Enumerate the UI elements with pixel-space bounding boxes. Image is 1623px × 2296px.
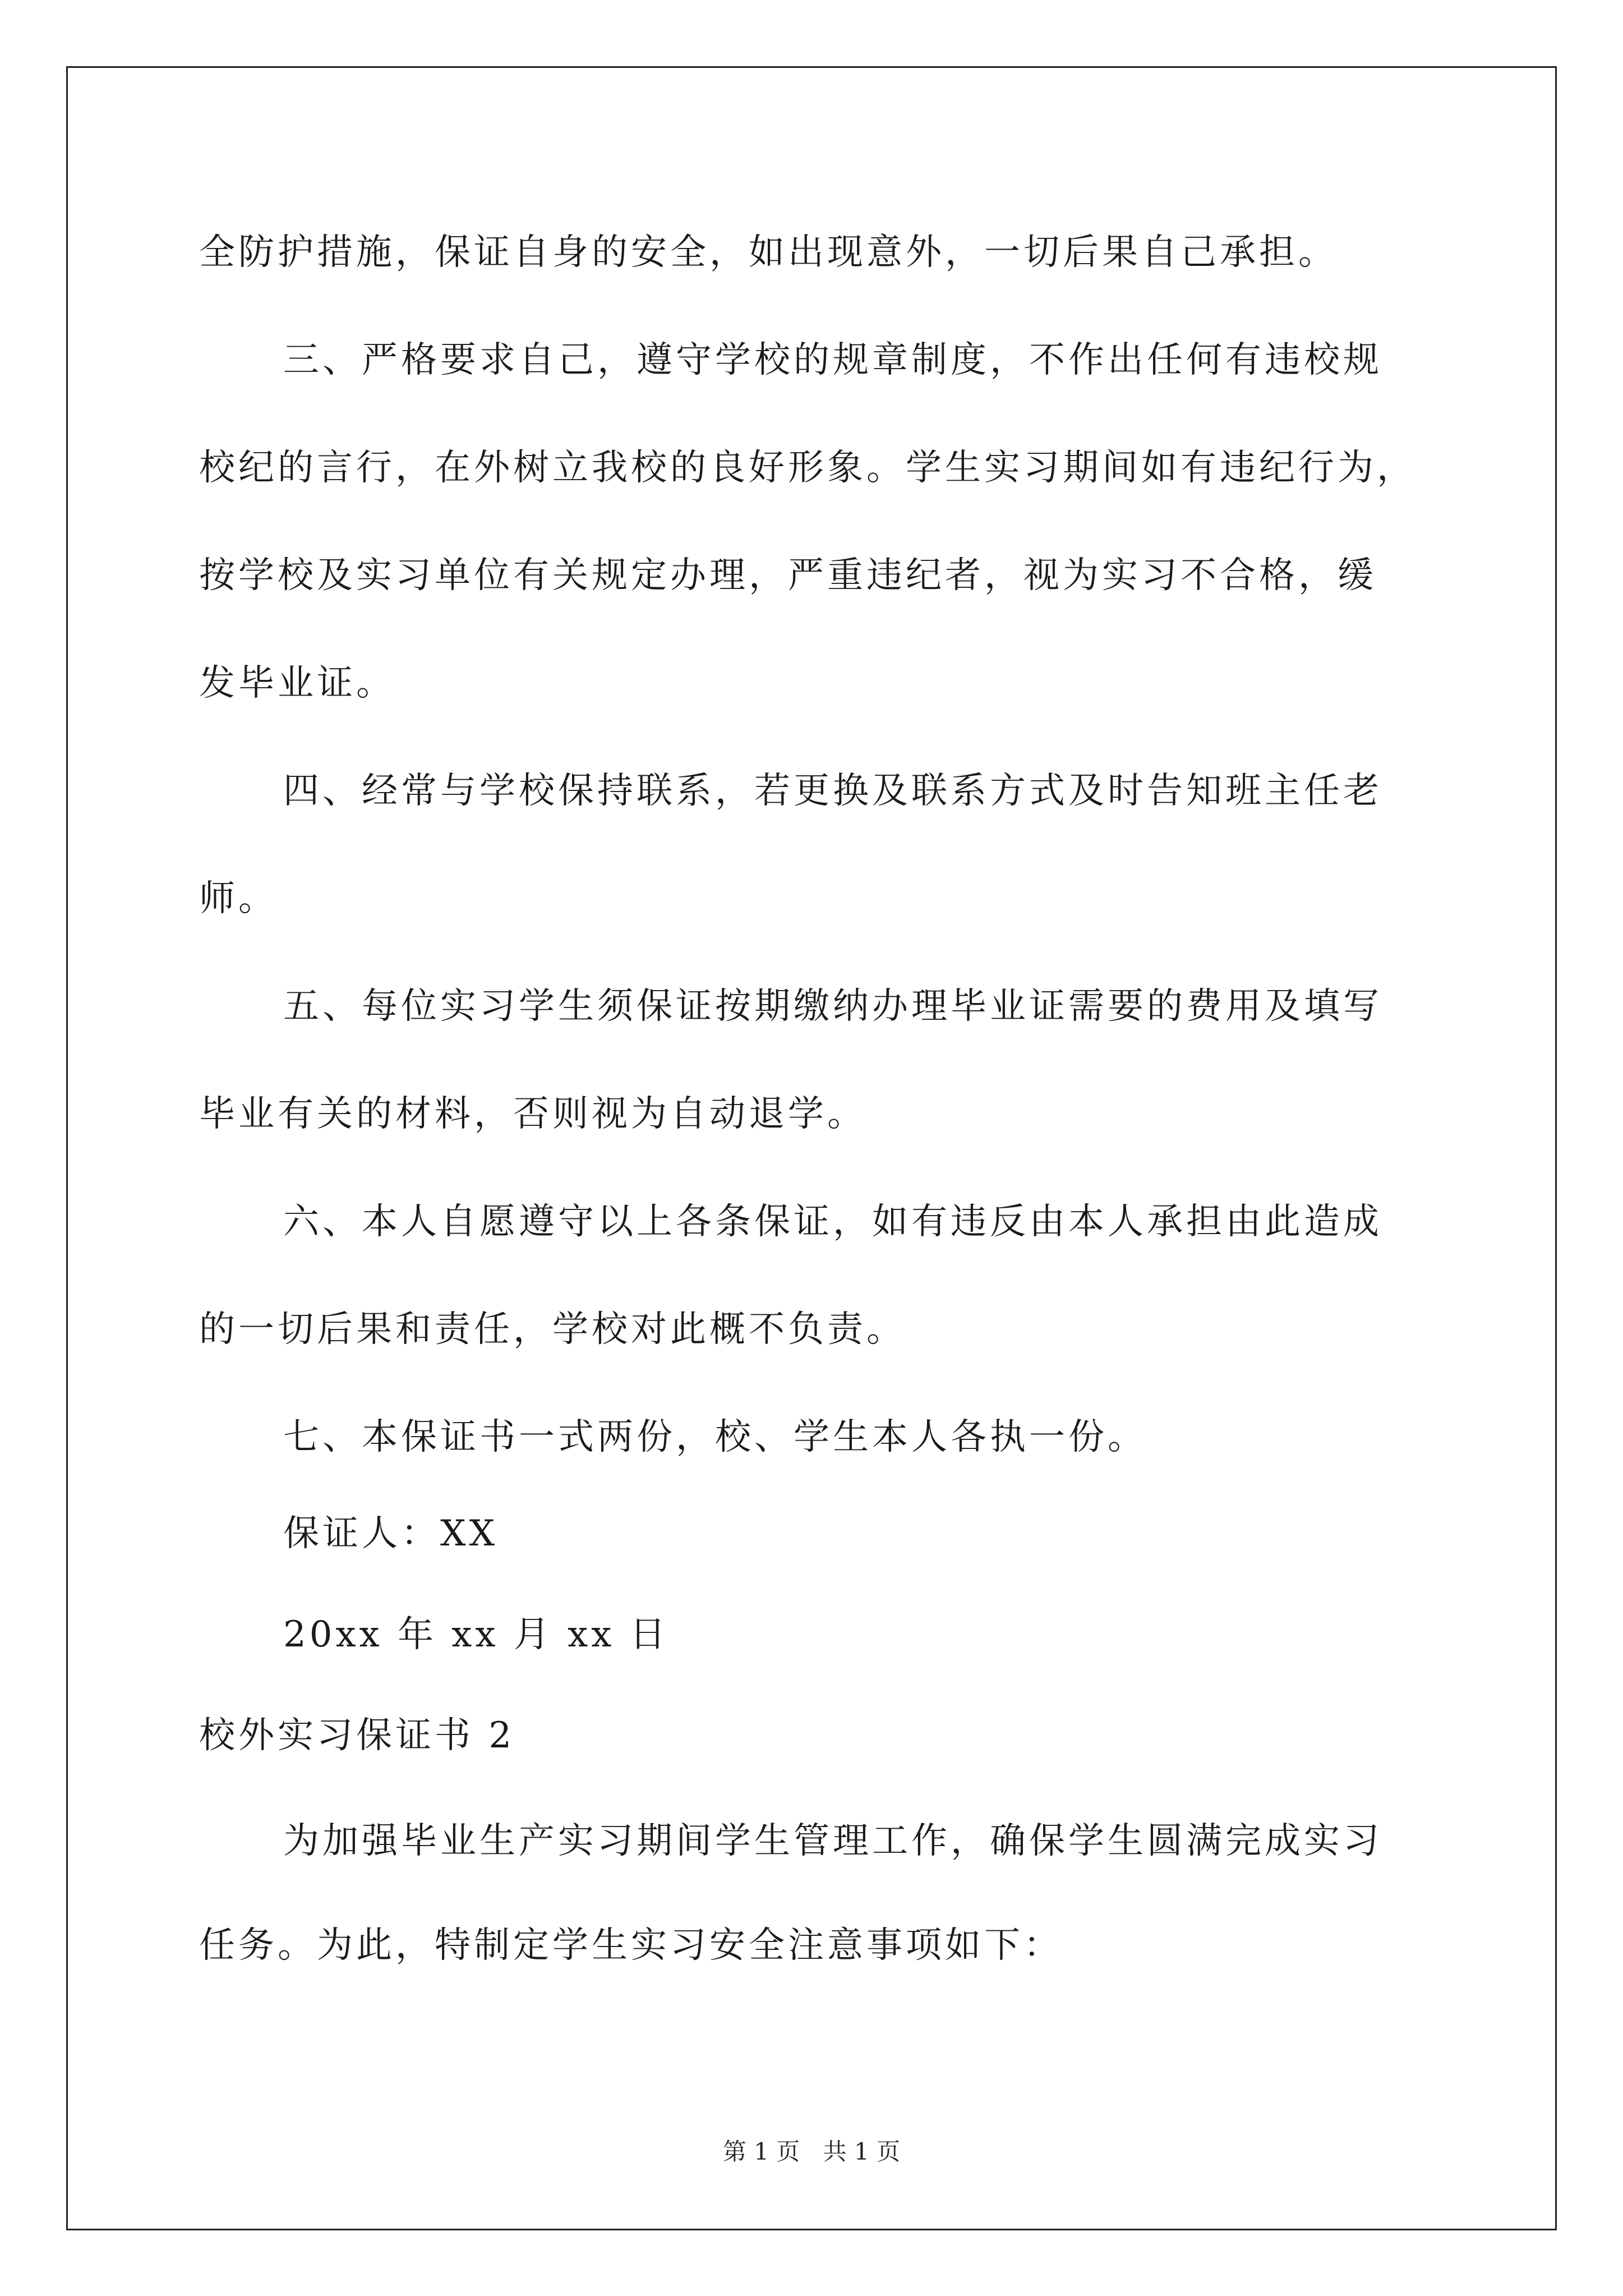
page-footer — [0, 2135, 1623, 2169]
text-line-6: 四、经常与学校保持联系，若更换及联系方式及时告知班主任老 — [283, 770, 1382, 812]
text-line-1: 全防护措施，保证自身的安全，如出现意外，一切后果自己承担。 — [199, 232, 1338, 273]
page-number-total: 共 1 页 — [823, 2138, 901, 2165]
text-line-5: 发毕业证。 — [199, 662, 395, 704]
text-line-8: 五、每位实习学生须保证按期缴纳办理毕业证需要的费用及填写 — [283, 986, 1382, 1027]
text-line-7: 师。 — [199, 878, 278, 919]
text-line-2: 三、严格要求自己，遵守学校的规章制度，不作出任何有违校规 — [283, 339, 1382, 381]
text-line-4: 按学校及实习单位有关规定办理，严重违纪者，视为实习不合格，缓 — [199, 555, 1377, 596]
date-line: 20xx 年 xx 月 xx 日 — [283, 1614, 669, 1655]
page-number-current: 第 1 页 — [722, 2138, 800, 2165]
section-title: 校外实习保证书 2 — [199, 1715, 515, 1756]
text-line-9: 毕业有关的材料，否则视为自动退学。 — [199, 1093, 866, 1135]
text-line-12: 七、本保证书一式两份，校、学生本人各执一份。 — [283, 1416, 1147, 1458]
text-line-17: 任务。为此，特制定学生实习安全注意事项如下： — [199, 1925, 1063, 1966]
text-line-3: 校纪的言行，在外树立我校的良好形象。学生实习期间如有违纪行为， — [199, 447, 1416, 489]
text-line-16: 为加强毕业生产实习期间学生管理工作，确保学生圆满完成实习 — [283, 1820, 1382, 1862]
text-line-11: 的一切后果和责任，学校对此概不负责。 — [199, 1309, 906, 1350]
text-line-10: 六、本人自愿遵守以上各条保证，如有违反由本人承担由此造成 — [283, 1201, 1382, 1243]
guarantor-line: 保证人：XX — [283, 1513, 499, 1554]
page-border — [66, 66, 1557, 2230]
